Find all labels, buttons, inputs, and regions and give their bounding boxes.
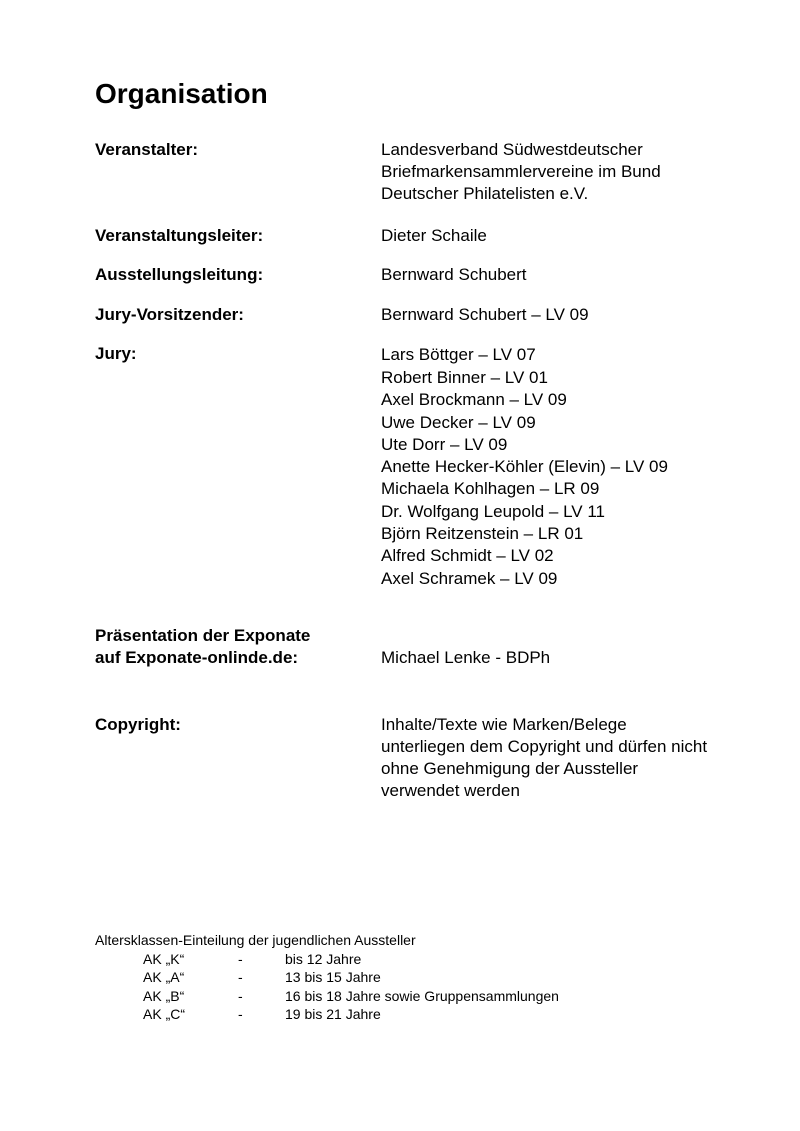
altersklassen-section [95, 931, 559, 1024]
jury-member: Dr. Wolfgang Leupold – LV 11 [381, 501, 605, 521]
jury-vorsitzender-value: Bernward Schubert – LV 09 [381, 305, 589, 324]
praesentation-label-line: Präsentation der Exponate [95, 626, 311, 645]
ak-dash: - [238, 950, 243, 967]
ak-range: bis 12 Jahre [285, 950, 362, 967]
ak-range: 16 bis 18 Jahre sowie Gruppensammlungen [285, 987, 559, 1004]
altersklassen-row [95, 968, 416, 987]
ausstellungsleitung-label: Ausstellungsleitung: [95, 265, 264, 284]
veranstaltungsleiter-value: Dieter Schaile [381, 226, 487, 245]
ak-dash: - [238, 969, 243, 985]
copyright-line: Inhalte/Texte wie Marken/Belege [381, 715, 627, 734]
veranstaltungsleiter-label: Veranstaltungsleiter: [95, 226, 264, 245]
jury-member: Uwe Decker – LV 09 [381, 412, 536, 432]
ak-code: AK „A“ [143, 969, 185, 985]
copyright-line: unterliegen dem Copyright und dürfen nicht [381, 737, 708, 756]
veranstalter-line: Deutscher Philatelisten e.V. [381, 184, 589, 203]
altersklassen-row [95, 1005, 416, 1024]
jury-member: Alfred Schmidt – LV 02 [381, 546, 554, 566]
jury-member: Axel Schramek – LV 09 [381, 568, 558, 588]
ausstellungsleitung-value: Bernward Schubert [381, 265, 527, 284]
altersklassen-row [95, 987, 559, 1006]
copyright-line: ohne Genehmigung der Aussteller [381, 759, 639, 778]
altersklassen-row [95, 950, 416, 969]
jury-member: Anette Hecker-Köhler (Elevin) – LV 09 [381, 457, 668, 477]
ak-code: AK „K“ [143, 950, 185, 967]
veranstalter-value [381, 139, 661, 205]
veranstalter-label: Veranstalter: [95, 140, 198, 159]
ak-range: 13 bis 15 Jahre [285, 969, 381, 985]
jury-vorsitzender-label: Jury-Vorsitzender: [95, 305, 244, 324]
veranstalter-line: Landesverband Südwestdeutscher [381, 140, 643, 159]
copyright-value [381, 714, 707, 802]
page-title: Organisation [95, 78, 268, 109]
jury-members-list [381, 343, 668, 590]
jury-member: Ute Dorr – LV 09 [381, 434, 508, 454]
copyright-line: verwendet werden [381, 781, 520, 800]
jury-member: Robert Binner – LV 01 [381, 368, 548, 387]
ak-dash: - [238, 1006, 243, 1022]
ak-code: AK „B“ [143, 987, 185, 1004]
jury-member: Axel Brockmann – LV 09 [381, 390, 567, 410]
ak-code: AK „C“ [143, 1006, 185, 1022]
altersklassen-heading: Altersklassen-Einteilung der jugendlichen Aussteller [95, 932, 416, 948]
praesentation-label [95, 625, 310, 669]
jury-member: Michaela Kohlhagen – LR 09 [381, 479, 600, 499]
jury-member: Björn Reitzenstein – LR 01 [381, 524, 584, 544]
veranstalter-line: Briefmarkensammlervereine im Bund [381, 162, 661, 181]
jury-label: Jury: [95, 344, 137, 363]
praesentation-value: Michael Lenke - BDPh [381, 648, 551, 667]
jury-member: Lars Böttger – LV 07 [381, 345, 536, 364]
ak-dash: - [238, 987, 243, 1004]
copyright-label: Copyright: [95, 715, 181, 734]
ak-range: 19 bis 21 Jahre [285, 1006, 381, 1022]
praesentation-label-line: auf Exponate-onlinde.de: [95, 648, 299, 667]
